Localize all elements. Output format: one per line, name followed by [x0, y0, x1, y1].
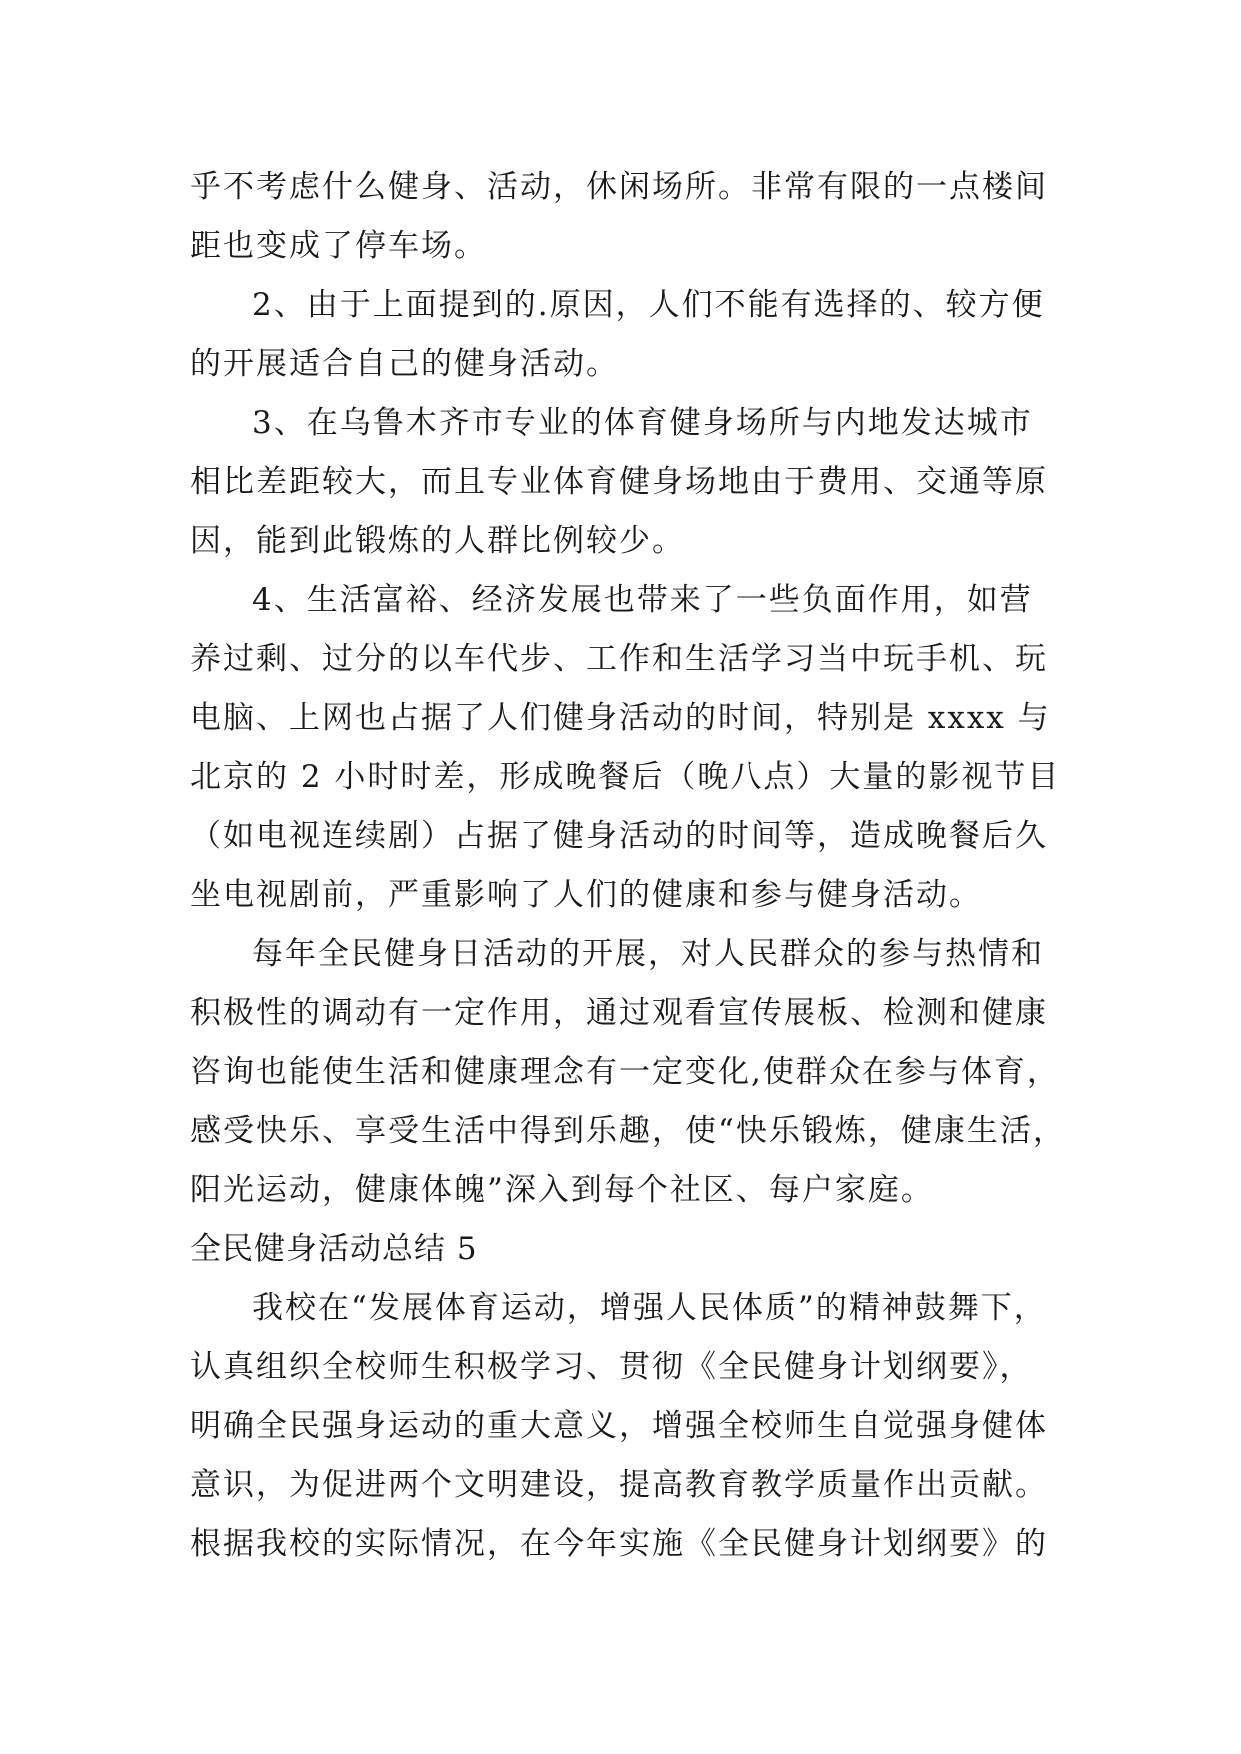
text-line: 2、由于上面提到的.原因，人们不能有选择的、较方便	[252, 287, 1045, 323]
text-line: 认真组织全校师生积极学习、贯彻《全民健身计划纲要》，	[190, 1349, 1033, 1385]
text-line: （如电视连续剧）占据了健身活动的时间等，造成晚餐后久	[190, 818, 1048, 854]
text-line: 我校在“发展体育运动，增强人民体质”的精神鼓舞下，	[252, 1290, 1047, 1326]
text-line: 积极性的调动有一定作用，通过观看宣传展板、检测和健康	[190, 995, 1048, 1031]
text-line: 根据我校的实际情况，在今年实施《全民健身计划纲要》的	[190, 1526, 1048, 1562]
text-line: 4、生活富裕、经济发展也带来了一些负面作用，如营	[252, 582, 1033, 618]
document-body	[190, 158, 1070, 1574]
text-line: 3、在乌鲁木齐市专业的体育健身场所与内地发达城市	[252, 405, 1033, 441]
text-line: 的开展适合自己的健身活动。	[190, 346, 619, 382]
paragraph-6	[190, 1279, 1070, 1574]
paragraph-5	[190, 925, 1070, 1220]
section-heading	[190, 1220, 1070, 1279]
paragraph-1	[190, 158, 1070, 276]
text-line: 距也变成了停车场。	[190, 228, 487, 264]
text-line: 阳光运动，健康体魄”深入到每个社区、每户家庭。	[190, 1172, 934, 1208]
text-line: 感受快乐、享受生活中得到乐趣，使“快乐锻炼，健康生活，	[190, 1113, 1066, 1149]
paragraph-2	[190, 276, 1070, 394]
text-line: 因，能到此锻炼的人群比例较少。	[190, 523, 685, 559]
text-line: 乎不考虑什么健身、活动，休闲场所。非常有限的一点楼间	[190, 169, 1048, 205]
text-line: 相比差距较大，而且专业体育健身场地由于费用、交通等原	[190, 464, 1048, 500]
text-line: 每年全民健身日活动的开展，对人民群众的参与热情和	[252, 936, 1044, 972]
text-line: 北京的 2 小时时差，形成晚餐后（晚八点）大量的影视节目	[190, 759, 1061, 795]
text-line: 电脑、上网也占据了人们健身活动的时间，特别是 xxxx 与	[190, 700, 1051, 736]
text-line: 意识，为促进两个文明建设，提高教育教学质量作出贡献。	[190, 1467, 1048, 1503]
paragraph-3	[190, 394, 1070, 571]
text-line: 明确全民强身运动的重大意义，增强全校师生自觉强身健体	[190, 1408, 1048, 1444]
heading-text: 全民健身活动总结 5	[190, 1231, 478, 1267]
paragraph-4	[190, 571, 1070, 925]
text-line: 咨询也能使生活和健康理念有一定变化,使群众在参与体育，	[190, 1054, 1060, 1090]
text-line: 养过剩、过分的以车代步、工作和生活学习当中玩手机、玩	[190, 641, 1048, 677]
text-line: 坐电视剧前，严重影响了人们的健康和参与健身活动。	[190, 877, 982, 913]
